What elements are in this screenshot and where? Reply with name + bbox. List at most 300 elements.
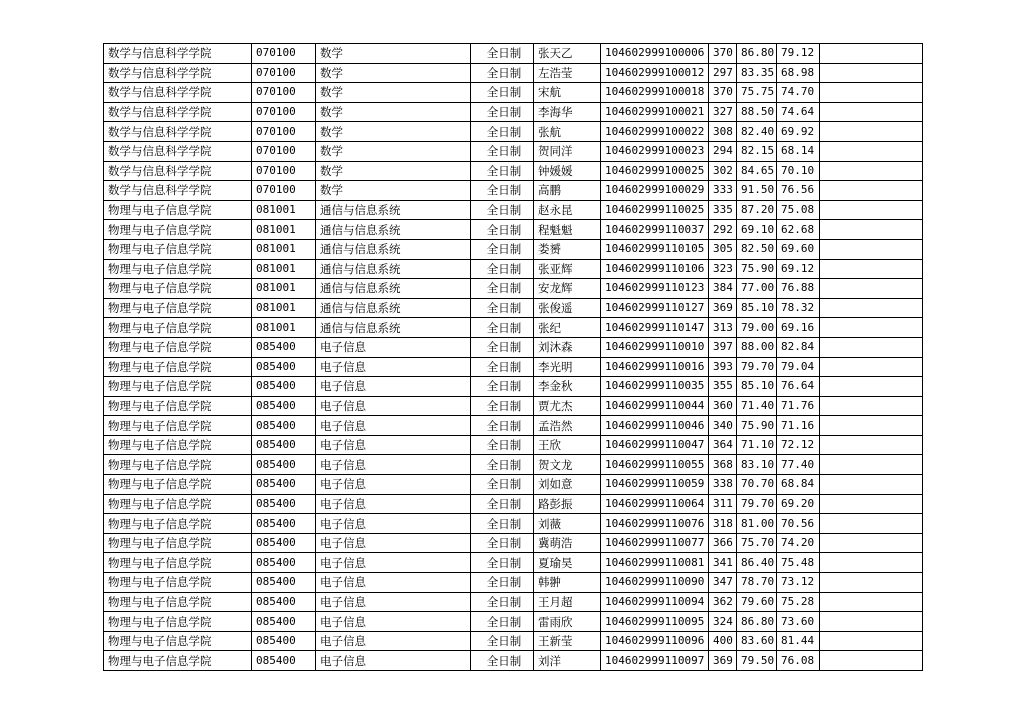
major-name-cell: 通信与信息系统 [316,259,471,279]
remark-cell [820,592,923,612]
exam-id-cell: 104602999100021 [601,102,709,122]
study-mode-cell: 全日制 [471,220,534,240]
exam-id-cell: 104602999100029 [601,181,709,201]
table-body [104,44,923,671]
table-row [104,181,923,201]
initial-score-cell: 311 [709,494,737,514]
study-mode-cell: 全日制 [471,612,534,632]
college-cell: 物理与电子信息学院 [104,651,252,671]
college-cell: 物理与电子信息学院 [104,259,252,279]
retest-score-cell: 71.10 [737,435,777,455]
major-name-cell: 电子信息 [316,573,471,593]
college-cell: 物理与电子信息学院 [104,298,252,318]
exam-id-cell: 104602999100012 [601,63,709,83]
student-name-cell: 张纪 [534,318,601,338]
remark-cell [820,102,923,122]
college-cell: 物理与电子信息学院 [104,631,252,651]
remark-cell [820,475,923,495]
major-name-cell: 电子信息 [316,337,471,357]
exam-id-cell: 104602999110059 [601,475,709,495]
college-cell: 物理与电子信息学院 [104,435,252,455]
retest-score-cell: 86.80 [737,44,777,64]
major-code-cell: 085400 [252,475,316,495]
remark-cell [820,357,923,377]
college-cell: 物理与电子信息学院 [104,475,252,495]
student-name-cell: 李海华 [534,102,601,122]
retest-score-cell: 84.65 [737,161,777,181]
initial-score-cell: 318 [709,514,737,534]
major-code-cell: 085400 [252,416,316,436]
college-cell: 数学与信息科学学院 [104,141,252,161]
initial-score-cell: 340 [709,416,737,436]
table-row [104,533,923,553]
remark-cell [820,514,923,534]
exam-id-cell: 104602999100006 [601,44,709,64]
major-name-cell: 电子信息 [316,475,471,495]
student-name-cell: 贾尤杰 [534,396,601,416]
table-row [104,475,923,495]
table-row [104,239,923,259]
initial-score-cell: 302 [709,161,737,181]
retest-score-cell: 85.10 [737,377,777,397]
retest-score-cell: 79.00 [737,318,777,338]
major-name-cell: 通信与信息系统 [316,220,471,240]
college-cell: 数学与信息科学学院 [104,161,252,181]
exam-id-cell: 104602999110097 [601,651,709,671]
initial-score-cell: 338 [709,475,737,495]
remark-cell [820,553,923,573]
college-cell: 物理与电子信息学院 [104,553,252,573]
college-cell: 数学与信息科学学院 [104,102,252,122]
exam-id-cell: 104602999110025 [601,200,709,220]
table-row [104,651,923,671]
retest-score-cell: 75.70 [737,533,777,553]
major-code-cell: 070100 [252,102,316,122]
initial-score-cell: 370 [709,83,737,103]
study-mode-cell: 全日制 [471,102,534,122]
initial-score-cell: 368 [709,455,737,475]
student-name-cell: 李金秋 [534,377,601,397]
college-cell: 物理与电子信息学院 [104,592,252,612]
college-cell: 数学与信息科学学院 [104,44,252,64]
student-name-cell: 刘如意 [534,475,601,495]
total-score-cell: 72.12 [777,435,820,455]
initial-score-cell: 400 [709,631,737,651]
exam-id-cell: 104602999110127 [601,298,709,318]
study-mode-cell: 全日制 [471,259,534,279]
table-row [104,612,923,632]
remark-cell [820,239,923,259]
table-row [104,44,923,64]
major-code-cell: 081001 [252,318,316,338]
major-name-cell: 电子信息 [316,435,471,455]
table-row [104,279,923,299]
major-name-cell: 电子信息 [316,514,471,534]
remark-cell [820,318,923,338]
initial-score-cell: 333 [709,181,737,201]
retest-score-cell: 79.50 [737,651,777,671]
exam-id-cell: 104602999110044 [601,396,709,416]
total-score-cell: 68.14 [777,141,820,161]
college-cell: 物理与电子信息学院 [104,455,252,475]
retest-score-cell: 79.70 [737,494,777,514]
major-code-cell: 070100 [252,63,316,83]
retest-score-cell: 82.15 [737,141,777,161]
remark-cell [820,455,923,475]
total-score-cell: 70.10 [777,161,820,181]
student-name-cell: 张航 [534,122,601,142]
total-score-cell: 73.60 [777,612,820,632]
major-code-cell: 085400 [252,435,316,455]
study-mode-cell: 全日制 [471,357,534,377]
exam-id-cell: 104602999110010 [601,337,709,357]
retest-score-cell: 87.20 [737,200,777,220]
college-cell: 物理与电子信息学院 [104,239,252,259]
major-code-cell: 070100 [252,122,316,142]
major-code-cell: 070100 [252,83,316,103]
major-name-cell: 数学 [316,122,471,142]
major-code-cell: 085400 [252,573,316,593]
remark-cell [820,396,923,416]
initial-score-cell: 364 [709,435,737,455]
total-score-cell: 71.76 [777,396,820,416]
major-code-cell: 085400 [252,494,316,514]
retest-score-cell: 70.70 [737,475,777,495]
student-name-cell: 雷雨欣 [534,612,601,632]
student-name-cell: 程魁魁 [534,220,601,240]
study-mode-cell: 全日制 [471,318,534,338]
study-mode-cell: 全日制 [471,553,534,573]
student-name-cell: 冀萌浩 [534,533,601,553]
major-name-cell: 数学 [316,161,471,181]
major-code-cell: 085400 [252,533,316,553]
major-name-cell: 电子信息 [316,377,471,397]
remark-cell [820,573,923,593]
total-score-cell: 74.20 [777,533,820,553]
college-cell: 数学与信息科学学院 [104,83,252,103]
study-mode-cell: 全日制 [471,475,534,495]
exam-id-cell: 104602999110123 [601,279,709,299]
major-code-cell: 081001 [252,259,316,279]
initial-score-cell: 327 [709,102,737,122]
table-row [104,514,923,534]
retest-score-cell: 82.40 [737,122,777,142]
study-mode-cell: 全日制 [471,141,534,161]
table-row [104,357,923,377]
table-row [104,298,923,318]
remark-cell [820,416,923,436]
student-name-cell: 王月超 [534,592,601,612]
remark-cell [820,377,923,397]
college-cell: 物理与电子信息学院 [104,514,252,534]
total-score-cell: 73.12 [777,573,820,593]
total-score-cell: 62.68 [777,220,820,240]
student-name-cell: 高鹏 [534,181,601,201]
remark-cell [820,435,923,455]
exam-id-cell: 104602999110106 [601,259,709,279]
college-cell: 物理与电子信息学院 [104,416,252,436]
initial-score-cell: 323 [709,259,737,279]
exam-id-cell: 104602999110016 [601,357,709,377]
table-row [104,435,923,455]
student-name-cell: 张天乙 [534,44,601,64]
total-score-cell: 76.56 [777,181,820,201]
student-name-cell: 张亚辉 [534,259,601,279]
major-code-cell: 085400 [252,377,316,397]
student-name-cell: 夏瑜昊 [534,553,601,573]
major-name-cell: 电子信息 [316,416,471,436]
retest-score-cell: 83.35 [737,63,777,83]
study-mode-cell: 全日制 [471,279,534,299]
initial-score-cell: 294 [709,141,737,161]
initial-score-cell: 335 [709,200,737,220]
study-mode-cell: 全日制 [471,122,534,142]
remark-cell [820,612,923,632]
college-cell: 物理与电子信息学院 [104,377,252,397]
remark-cell [820,63,923,83]
total-score-cell: 69.16 [777,318,820,338]
remark-cell [820,200,923,220]
study-mode-cell: 全日制 [471,239,534,259]
total-score-cell: 76.88 [777,279,820,299]
college-cell: 物理与电子信息学院 [104,220,252,240]
retest-score-cell: 85.10 [737,298,777,318]
study-mode-cell: 全日制 [471,44,534,64]
major-name-cell: 电子信息 [316,651,471,671]
college-cell: 数学与信息科学学院 [104,63,252,83]
initial-score-cell: 369 [709,651,737,671]
major-name-cell: 电子信息 [316,533,471,553]
initial-score-cell: 384 [709,279,737,299]
student-name-cell: 贺文龙 [534,455,601,475]
admission-list-table [103,43,923,671]
study-mode-cell: 全日制 [471,83,534,103]
exam-id-cell: 104602999110081 [601,553,709,573]
study-mode-cell: 全日制 [471,416,534,436]
table-row [104,631,923,651]
table-row [104,102,923,122]
table-row [104,573,923,593]
retest-score-cell: 86.80 [737,612,777,632]
major-name-cell: 数学 [316,181,471,201]
exam-id-cell: 104602999110096 [601,631,709,651]
retest-score-cell: 78.70 [737,573,777,593]
major-code-cell: 081001 [252,239,316,259]
study-mode-cell: 全日制 [471,651,534,671]
total-score-cell: 74.64 [777,102,820,122]
total-score-cell: 69.60 [777,239,820,259]
study-mode-cell: 全日制 [471,533,534,553]
initial-score-cell: 360 [709,396,737,416]
major-name-cell: 电子信息 [316,553,471,573]
student-name-cell: 刘沐森 [534,337,601,357]
total-score-cell: 82.84 [777,337,820,357]
remark-cell [820,161,923,181]
exam-id-cell: 104602999110077 [601,533,709,553]
major-name-cell: 电子信息 [316,396,471,416]
total-score-cell: 79.12 [777,44,820,64]
total-score-cell: 71.16 [777,416,820,436]
total-score-cell: 69.12 [777,259,820,279]
retest-score-cell: 75.90 [737,416,777,436]
student-name-cell: 李光明 [534,357,601,377]
exam-id-cell: 104602999110037 [601,220,709,240]
major-name-cell: 数学 [316,83,471,103]
table-row [104,83,923,103]
major-code-cell: 085400 [252,337,316,357]
table-row [104,259,923,279]
study-mode-cell: 全日制 [471,592,534,612]
table-row [104,377,923,397]
remark-cell [820,533,923,553]
study-mode-cell: 全日制 [471,63,534,83]
exam-id-cell: 104602999110147 [601,318,709,338]
initial-score-cell: 324 [709,612,737,632]
major-name-cell: 电子信息 [316,612,471,632]
remark-cell [820,83,923,103]
student-name-cell: 娄赟 [534,239,601,259]
initial-score-cell: 366 [709,533,737,553]
initial-score-cell: 292 [709,220,737,240]
table-row [104,337,923,357]
study-mode-cell: 全日制 [471,494,534,514]
table-row [104,200,923,220]
student-name-cell: 钟媛媛 [534,161,601,181]
student-name-cell: 张俊遥 [534,298,601,318]
remark-cell [820,220,923,240]
major-code-cell: 081001 [252,298,316,318]
student-name-cell: 刘洋 [534,651,601,671]
remark-cell [820,298,923,318]
remark-cell [820,141,923,161]
retest-score-cell: 91.50 [737,181,777,201]
remark-cell [820,651,923,671]
study-mode-cell: 全日制 [471,573,534,593]
total-score-cell: 76.08 [777,651,820,671]
table-row [104,161,923,181]
college-cell: 物理与电子信息学院 [104,494,252,514]
student-name-cell: 路彭振 [534,494,601,514]
table-row [104,416,923,436]
total-score-cell: 70.56 [777,514,820,534]
initial-score-cell: 305 [709,239,737,259]
major-code-cell: 085400 [252,455,316,475]
student-name-cell: 安龙辉 [534,279,601,299]
retest-score-cell: 79.60 [737,592,777,612]
major-name-cell: 电子信息 [316,357,471,377]
study-mode-cell: 全日制 [471,514,534,534]
major-code-cell: 081001 [252,279,316,299]
major-name-cell: 通信与信息系统 [316,318,471,338]
total-score-cell: 69.20 [777,494,820,514]
total-score-cell: 79.04 [777,357,820,377]
exam-id-cell: 104602999100022 [601,122,709,142]
table-row [104,396,923,416]
initial-score-cell: 362 [709,592,737,612]
table-row [104,494,923,514]
exam-id-cell: 104602999110076 [601,514,709,534]
remark-cell [820,279,923,299]
student-name-cell: 韩翀 [534,573,601,593]
major-code-cell: 085400 [252,514,316,534]
college-cell: 物理与电子信息学院 [104,357,252,377]
total-score-cell: 75.28 [777,592,820,612]
retest-score-cell: 81.00 [737,514,777,534]
retest-score-cell: 82.50 [737,239,777,259]
remark-cell [820,337,923,357]
table-row [104,63,923,83]
major-name-cell: 数学 [316,141,471,161]
major-name-cell: 通信与信息系统 [316,200,471,220]
total-score-cell: 78.32 [777,298,820,318]
major-code-cell: 085400 [252,357,316,377]
initial-score-cell: 313 [709,318,737,338]
remark-cell [820,494,923,514]
study-mode-cell: 全日制 [471,200,534,220]
study-mode-cell: 全日制 [471,337,534,357]
major-name-cell: 通信与信息系统 [316,239,471,259]
exam-id-cell: 104602999110035 [601,377,709,397]
major-code-cell: 085400 [252,553,316,573]
total-score-cell: 77.40 [777,455,820,475]
major-name-cell: 电子信息 [316,592,471,612]
remark-cell [820,122,923,142]
table-row [104,553,923,573]
college-cell: 物理与电子信息学院 [104,573,252,593]
initial-score-cell: 347 [709,573,737,593]
remark-cell [820,259,923,279]
retest-score-cell: 77.00 [737,279,777,299]
study-mode-cell: 全日制 [471,455,534,475]
study-mode-cell: 全日制 [471,181,534,201]
table-row [104,141,923,161]
major-code-cell: 085400 [252,396,316,416]
college-cell: 物理与电子信息学院 [104,337,252,357]
college-cell: 物理与电子信息学院 [104,318,252,338]
remark-cell [820,44,923,64]
exam-id-cell: 104602999100018 [601,83,709,103]
major-code-cell: 085400 [252,631,316,651]
initial-score-cell: 308 [709,122,737,142]
total-score-cell: 75.08 [777,200,820,220]
total-score-cell: 81.44 [777,631,820,651]
college-cell: 数学与信息科学学院 [104,122,252,142]
total-score-cell: 68.98 [777,63,820,83]
study-mode-cell: 全日制 [471,377,534,397]
major-name-cell: 数学 [316,44,471,64]
exam-id-cell: 104602999110047 [601,435,709,455]
exam-id-cell: 104602999110095 [601,612,709,632]
study-mode-cell: 全日制 [471,396,534,416]
student-name-cell: 贺同洋 [534,141,601,161]
exam-id-cell: 104602999110094 [601,592,709,612]
major-name-cell: 数学 [316,102,471,122]
major-code-cell: 085400 [252,592,316,612]
table-row [104,455,923,475]
retest-score-cell: 83.60 [737,631,777,651]
major-code-cell: 081001 [252,200,316,220]
study-mode-cell: 全日制 [471,435,534,455]
college-cell: 物理与电子信息学院 [104,396,252,416]
table-row [104,220,923,240]
remark-cell [820,181,923,201]
retest-score-cell: 79.70 [737,357,777,377]
student-name-cell: 王新莹 [534,631,601,651]
total-score-cell: 74.70 [777,83,820,103]
student-name-cell: 左浩莹 [534,63,601,83]
major-code-cell: 070100 [252,44,316,64]
retest-score-cell: 75.90 [737,259,777,279]
